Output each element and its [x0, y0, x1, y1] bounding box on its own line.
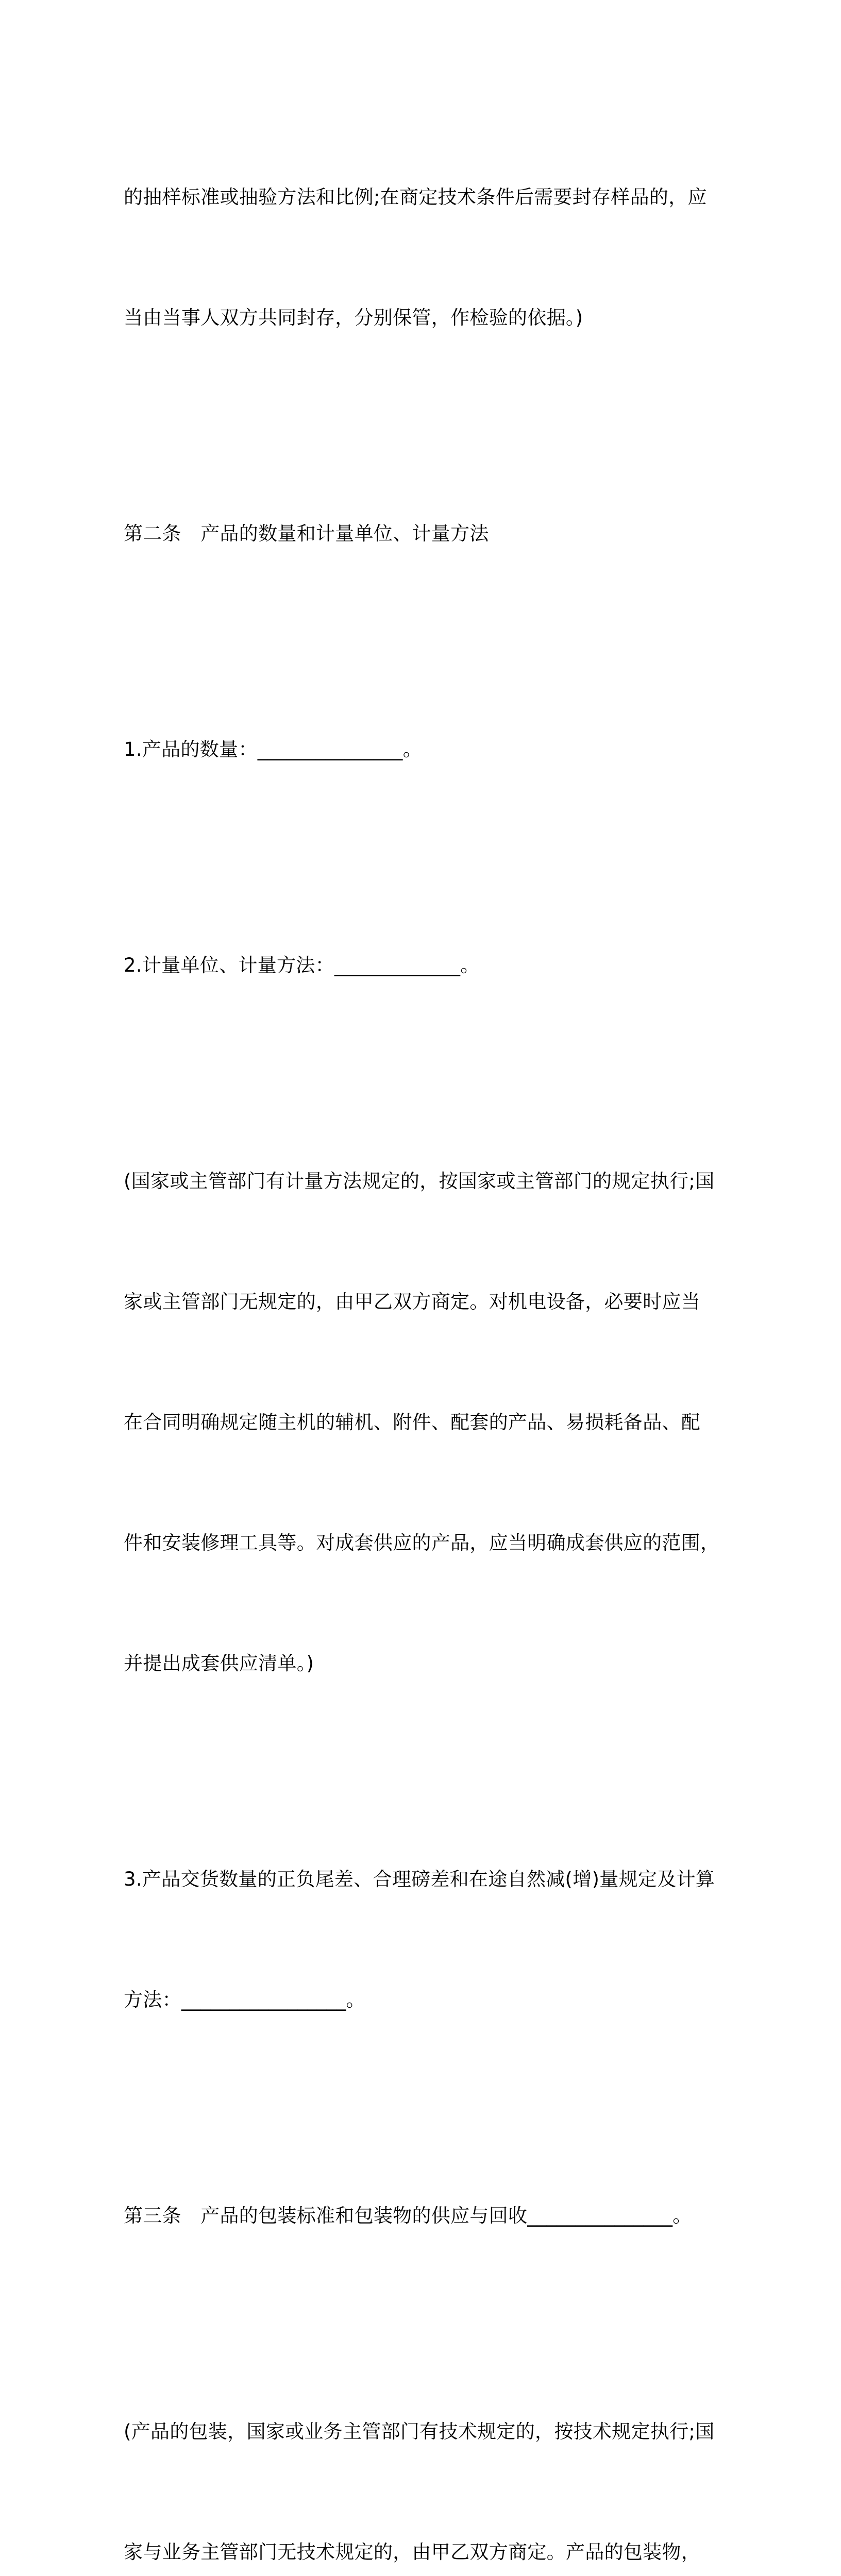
document-body: [124, 97, 720, 2576]
text-line: 3.产品交货数量的正负尾差、合理磅差和在途自然减(增)量规定及计算: [124, 1868, 715, 1890]
article-2-item-2: [124, 865, 711, 1066]
text-line: (产品的包装，国家或业务主管部门有技术规定的，按技术规定执行;国: [124, 2420, 715, 2443]
text-line: 方法：_________________。: [124, 1989, 365, 2011]
text-line: 家或主管部门无规定的，由甲乙双方商定。对机电设备，必要时应当: [124, 1291, 700, 1313]
text-line: 的抽样标准或抽验方法和比例;在商定技术条件后需要封存样品的，应: [124, 186, 707, 208]
text-line: 当由当事人双方共同封存，分别保管，作检验的依据。): [124, 307, 583, 329]
text-line: 件和安装修理工具等。对成套供应的产品，应当明确成套供应的范围，: [124, 1532, 720, 1554]
paragraph-intro-continuation: [124, 97, 711, 418]
text-line: 家与业务主管部门无技术规定的，由甲乙双方商定。产品的包装物，: [124, 2541, 700, 2563]
article-2-note: [124, 1081, 720, 1764]
text-line: 2.计量单位、计量方法：_____________。: [124, 954, 480, 976]
article-2-item-3: [124, 1779, 715, 2100]
heading-line: 第三条 产品的包装标准和包装物的供应与回收_______________。: [124, 2205, 692, 2227]
text-line: 1.产品的数量：_______________。: [124, 738, 423, 760]
text-line: 并提出成套供应清单。): [124, 1652, 314, 1674]
article-3-note: [124, 2331, 715, 2576]
text-line: (国家或主管部门有计量方法规定的，按国家或主管部门的规定执行;国: [124, 1170, 715, 1192]
article-2-heading: [124, 433, 711, 634]
article-3-heading: [124, 2115, 711, 2316]
heading-line: 第二条 产品的数量和计量单位、计量方法: [124, 522, 489, 545]
article-2-item-1: [124, 649, 711, 850]
text-line: 在合同明确规定随主机的辅机、附件、配套的产品、易损耗备品、配: [124, 1411, 700, 1433]
